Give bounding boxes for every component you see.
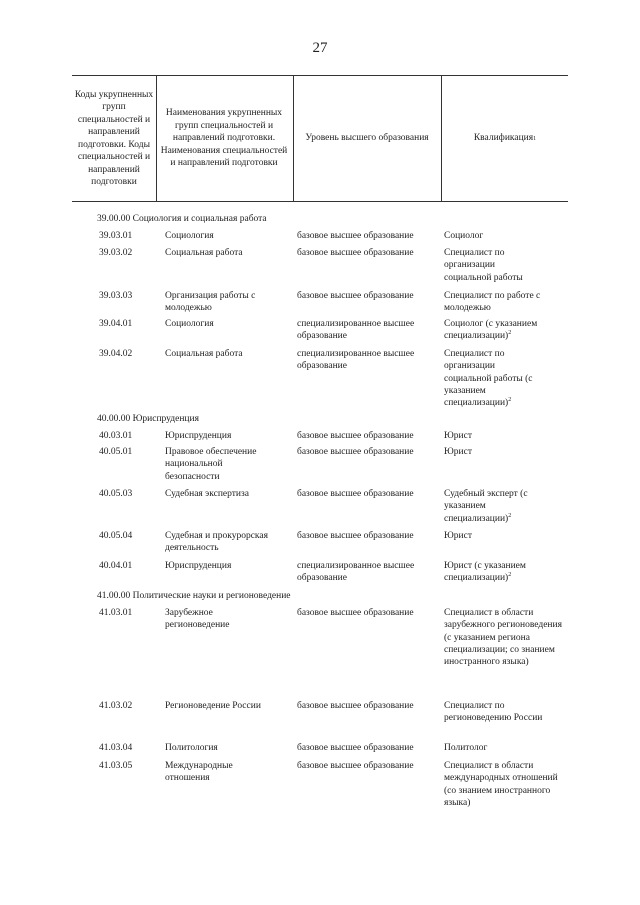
page-number: 27 xyxy=(312,40,328,56)
header-divider xyxy=(156,76,157,201)
row-qualification-text: Специалист в области зарубежного регионоведения (с указанием региона специализации; со знанием иностранного языка) xyxy=(444,608,562,668)
row-name: Зарубежное регионоведение xyxy=(165,608,230,631)
row-qualification xyxy=(444,230,569,242)
row-name: Социология xyxy=(165,319,214,329)
row-qualification-text: Юрист xyxy=(444,431,472,441)
row-name: Социология xyxy=(165,231,214,241)
row-code: 39.04.02 xyxy=(99,349,133,359)
row-qualification-text: Политолог xyxy=(444,743,488,753)
header-qualification-text: Квалификация xyxy=(473,133,534,144)
row-name: Политология xyxy=(165,743,218,753)
row-code: 39.04.01 xyxy=(99,319,133,329)
footnote-mark: 2 xyxy=(508,572,512,579)
row-qualification-text: Социолог xyxy=(444,231,484,241)
row-level: базовое высшее образование xyxy=(297,248,414,258)
row-name: Организация работы с молодежью xyxy=(165,291,256,314)
row-level: базовое высшее образование xyxy=(297,531,414,541)
row-code: 40.04.01 xyxy=(99,561,133,571)
group-heading: 40.00.00 Юриспруденция xyxy=(97,414,199,424)
row-qualification-text: Юрист xyxy=(444,447,472,457)
row-code: 40.03.01 xyxy=(99,431,133,441)
group-heading: 39.00.00 Социология и социальная работа xyxy=(97,214,267,224)
row-code: 41.03.05 xyxy=(99,761,133,771)
row-level: специализированное высшее образование xyxy=(297,319,415,342)
row-level: базовое высшее образование xyxy=(297,447,414,457)
header-codes: Коды укрупненных групп специальностей и направлений подготовки. Коды специальностей и направлений подготовки xyxy=(74,89,154,187)
footnote-mark: 2 xyxy=(508,397,512,404)
row-name: Юриспруденция xyxy=(165,431,232,441)
row-name: Правовое обеспечение национальной безопасности xyxy=(165,447,257,482)
row-qualification xyxy=(444,607,569,668)
header-level: Уровень высшего образования xyxy=(305,133,429,144)
row-name: Судебная и прокурорская деятельность xyxy=(165,531,268,554)
row-qualification xyxy=(444,446,569,458)
footnote-mark: 2 xyxy=(508,512,512,519)
row-name: Международные отношения xyxy=(165,761,233,784)
row-level: базовое высшее образование xyxy=(297,291,414,301)
row-qualification xyxy=(444,290,569,315)
row-qualification-text: Юрист (с указанием специализации) xyxy=(444,561,526,584)
row-name: Регионоведение России xyxy=(165,701,261,711)
row-qualification xyxy=(444,560,564,585)
header-names: Наименования укрупненных групп специальностей и направлений подготовки. Наименования специальностей и направлений подготовки xyxy=(160,108,288,169)
row-qualification xyxy=(444,318,569,343)
row-qualification xyxy=(444,430,569,442)
row-level: базовое высшее образование xyxy=(297,761,414,771)
row-qualification-text: Социолог (с указанием специализации) xyxy=(444,319,538,342)
row-qualification-text: Судебный эксперт (с указанием специализации) xyxy=(444,489,528,524)
row-qualification xyxy=(444,742,569,754)
row-code: 39.03.01 xyxy=(99,231,133,241)
row-code: 39.03.02 xyxy=(99,248,133,258)
row-level: специализированное высшее образование xyxy=(297,561,415,584)
row-level: базовое высшее образование xyxy=(297,489,414,499)
row-code: 40.05.04 xyxy=(99,531,133,541)
row-qualification xyxy=(444,488,544,525)
row-name: Юриспруденция xyxy=(165,561,232,571)
row-qualification-text: Специалист по регионоведению России xyxy=(444,701,543,724)
row-code: 41.03.04 xyxy=(99,743,133,753)
row-qualification xyxy=(444,348,539,409)
row-code: 41.03.02 xyxy=(99,701,133,711)
row-code: 41.03.01 xyxy=(99,608,133,618)
row-level: базовое высшее образование xyxy=(297,608,414,618)
row-level: базовое высшее образование xyxy=(297,701,414,711)
row-qualification-text: Специалист по организации социальной работы (с указанием специализации) xyxy=(444,349,533,409)
row-code: 39.03.03 xyxy=(99,291,133,301)
row-level: специализированное высшее образование xyxy=(297,349,415,372)
row-qualification xyxy=(444,700,544,725)
row-qualification xyxy=(444,247,544,284)
row-code: 40.05.03 xyxy=(99,489,133,499)
row-qualification xyxy=(444,530,569,542)
row-qualification-text: Специалист в области международных отношений (со знанием иностранного языка) xyxy=(444,761,558,808)
row-code: 40.05.01 xyxy=(99,447,133,457)
row-qualification-text: Юрист xyxy=(444,531,472,541)
group-heading: 41.00.00 Политические науки и регионоведение xyxy=(97,591,291,601)
table-header xyxy=(72,75,568,202)
row-qualification-text: Специалист по работе с молодежью xyxy=(444,291,541,314)
row-name: Социальная работа xyxy=(165,248,243,258)
header-qualification: Квалификация 1 xyxy=(473,133,537,144)
row-level: базовое высшее образование xyxy=(297,431,414,441)
footnote-mark: 2 xyxy=(508,330,512,337)
row-name: Социальная работа xyxy=(165,349,243,359)
row-name: Судебная экспертиза xyxy=(165,489,249,499)
row-level: базовое высшее образование xyxy=(297,743,414,753)
row-qualification-text: Специалист по организации социальной работы xyxy=(444,248,523,283)
row-qualification xyxy=(444,760,559,809)
row-level: базовое высшее образование xyxy=(297,231,414,241)
